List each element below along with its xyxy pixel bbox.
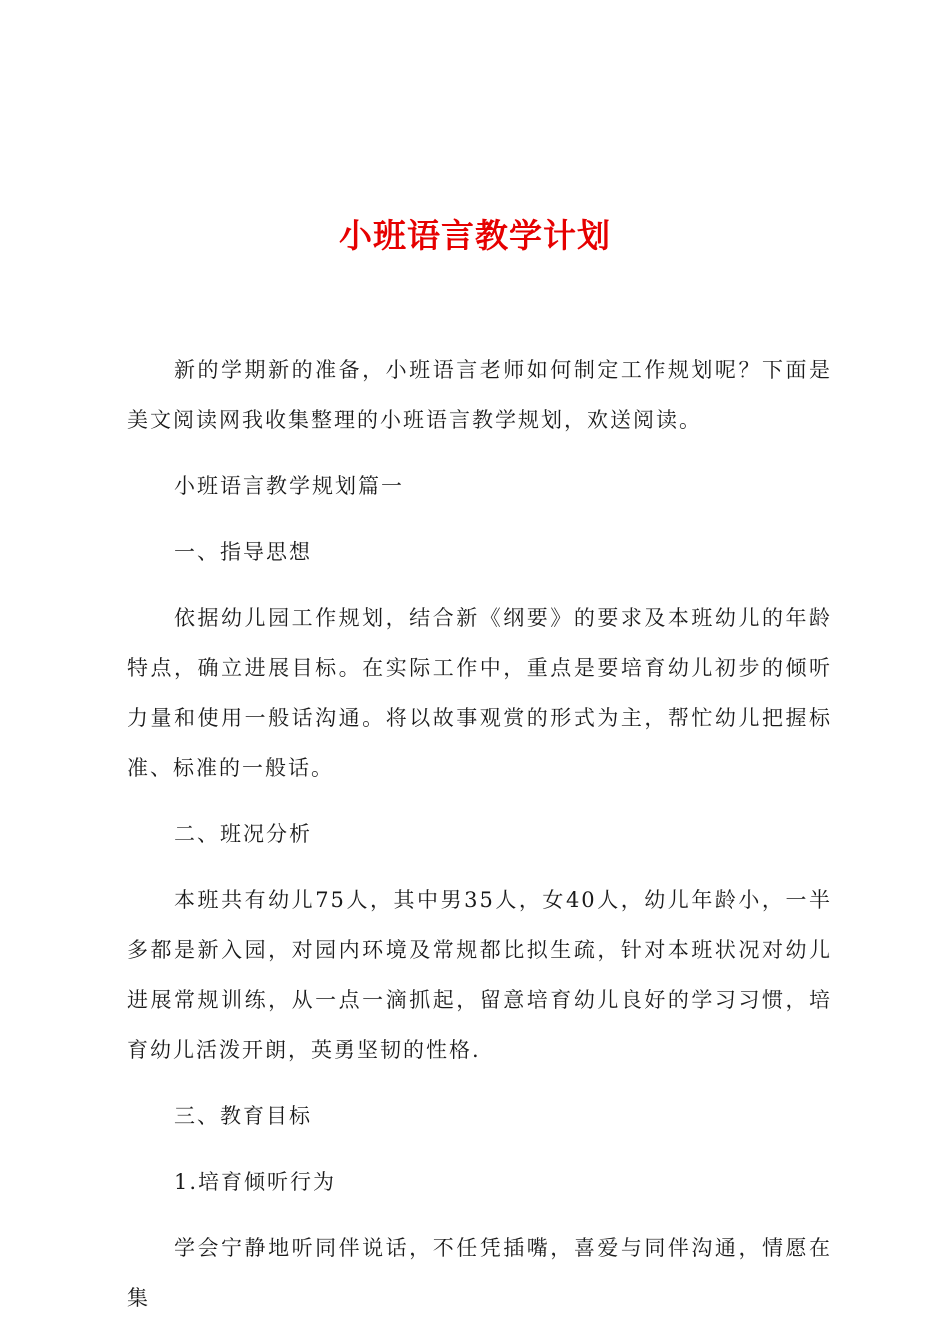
paragraph-guiding-thought: 依据幼儿园工作规划，结合新《纲要》的要求及本班幼儿的年龄特点，确立进展目标。在实际工作中，重点是要培育幼儿初步的倾听力量和使用一般话沟通。将以故事观赏的形式为主，帮忙幼儿把握标准、标准的一般话。 xyxy=(127,606,832,780)
paragraph-heading-listening: 1.培育倾听行为 xyxy=(174,1170,337,1194)
paragraph-heading-guiding-thought: 一、指导思想 xyxy=(174,540,312,564)
paragraph-heading-education-goals: 三、教育目标 xyxy=(174,1104,312,1128)
paragraph-class-analysis: 本班共有幼儿75人，其中男35人，女40人，幼儿年龄小，一半多都是新入园，对园内环境及常规都比拟生疏，针对本班状况对幼儿进展常规训练，从一点一滴抓起，留意培育幼儿良好的学习习惯，培育幼儿活泼开朗，英勇坚韧的性格. xyxy=(127,888,832,1062)
paragraph-section-heading: 小班语言教学规划篇一 xyxy=(174,474,404,498)
document-title: 小班语言教学计划 xyxy=(339,216,611,255)
paragraph-listening: 学会宁静地听同伴说话，不任凭插嘴，喜爱与同伴沟通，情愿在集 xyxy=(127,1236,832,1310)
paragraph-intro: 新的学期新的准备，小班语言老师如何制定工作规划呢？下面是美文阅读网我收集整理的小班语言教学规划，欢送阅读。 xyxy=(127,358,832,432)
paragraph-heading-class-analysis: 二、班况分析 xyxy=(174,822,312,846)
document-body xyxy=(127,345,832,1323)
